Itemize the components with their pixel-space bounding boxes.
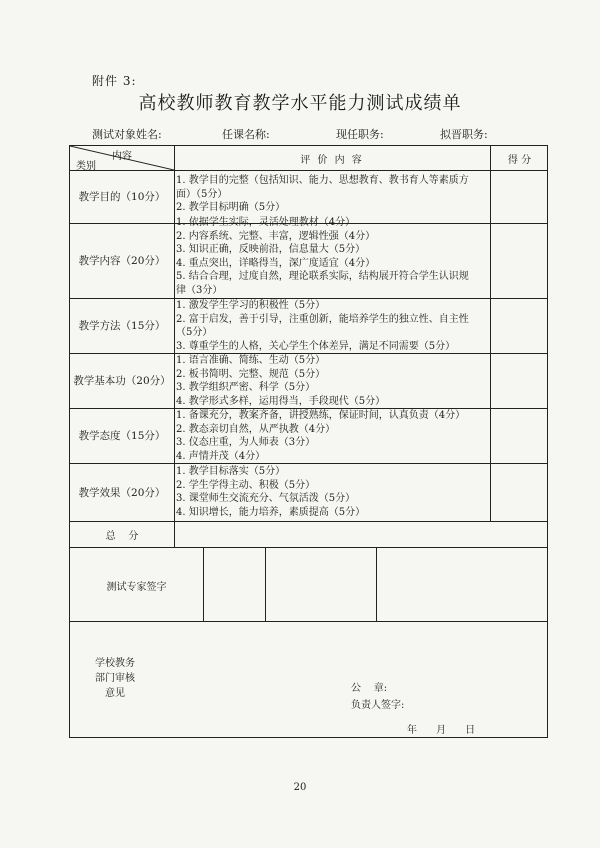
category-label: 教学目的（10分） (78, 191, 166, 203)
document-title: 高校教师教育教学水平能力测试成绩单 (138, 93, 462, 114)
criteria-item: 3. 尊重学生的人格，关心学生个体差异，满足不同需要（5分） (176, 340, 456, 352)
criteria-item: 律（3分） (176, 284, 223, 296)
criteria-list (176, 216, 488, 297)
dept-label-line: 部门审核 (95, 673, 135, 684)
criteria-item: 5. 结合合理，过度自然，理论联系实际，结构展开符合学生认识规 (176, 271, 469, 282)
criteria-item: 3. 仪态庄重，为人师表（3分） (176, 437, 316, 448)
annex-label: 附件 3: (92, 74, 137, 88)
criteria-item: 4. 重点突出，详略得当，深广度适宜（4分） (176, 257, 376, 269)
category-label: 教学态度（15分） (78, 430, 166, 442)
dept-opinion-label (70, 656, 160, 701)
criteria-item: 1. 依据学生实际，灵活处理教材（4分） (176, 217, 356, 228)
col-divider (265, 547, 266, 621)
col-divider (376, 547, 377, 621)
criteria-item: 2. 富于启发，善于引导，注重创新，能培养学生的独立性、自主性 (176, 313, 469, 325)
criteria-list (176, 354, 488, 408)
field-position-label: 现任职务: (336, 128, 384, 141)
field-name-label: 测试对象姓名: (92, 128, 162, 141)
corner-content-label: 内容 (112, 151, 132, 162)
criteria-item: 1. 激发学生学习的积极性（5分） (176, 300, 326, 311)
criteria-item: 2. 板书简明、完整、规范（5分） (176, 368, 326, 380)
criteria-item: 4. 声情并茂（4分） (176, 450, 266, 462)
dept-label-line: 意见 (105, 688, 125, 699)
criteria-list (176, 409, 488, 463)
row-divider (70, 621, 547, 622)
criteria-list (176, 299, 488, 353)
row-divider (70, 547, 547, 548)
date-label: 年 月 日 (407, 725, 476, 736)
criteria-item: 1. 语言准确、简练、生动（5分） (176, 355, 326, 366)
criteria-item: 2. 教态亲切自然，从严执教（4分） (176, 423, 336, 435)
criteria-item: 2. 学生学得主动、积极（5分） (176, 479, 316, 491)
leader-sign-label: 负责人签字: (351, 700, 405, 711)
criteria-item: 1. 教学目标落实（5分） (176, 466, 286, 477)
score-header: 得 分 (507, 155, 532, 166)
category-label: 教学方法（15分） (78, 320, 166, 332)
criteria-item: 2. 教学目标明确（5分） (176, 202, 286, 213)
dept-label-line: 学校教务 (95, 658, 135, 669)
criteria-item: 3. 知识正确，反映前沿，信息量大（5分） (176, 244, 366, 255)
criteria-item: 1. 教学目的完整（包括知识、能力、思想教育、教书育人等素质方 (176, 175, 469, 186)
total-label: 总 分 (105, 531, 139, 542)
col-divider (174, 146, 175, 547)
criteria-header: 评 价 内 容 (300, 155, 364, 166)
criteria-item: 3. 课堂师生交流充分、气氛活泼（5分） (176, 493, 356, 504)
field-course-label: 任课名称: (222, 128, 270, 141)
col-divider (490, 146, 491, 521)
criteria-item: 3. 教学组织严密、科学（5分） (176, 382, 316, 393)
corner-category-label: 类别 (76, 161, 96, 172)
category-label: 教学基本功（20分） (73, 375, 171, 387)
criteria-item: 4. 教学形式多样，运用得当，手段现代（5分） (176, 395, 386, 407)
criteria-item: 2. 内容系统、完整、丰富，逻辑性强（4分） (176, 230, 376, 242)
score-table (69, 145, 548, 738)
field-proposed-label: 拟晋职务: (440, 128, 488, 141)
seal-label: 公 章: (351, 683, 388, 694)
criteria-item: （5分） (176, 327, 213, 338)
criteria-list (176, 465, 488, 519)
expert-sign-label: 测试专家签字 (106, 582, 167, 593)
row-divider (70, 521, 547, 522)
page-number: 20 (293, 782, 307, 793)
criteria-item: 1. 备课充分，教案齐备，讲授熟练，保证时间，认真负责（4分） (176, 410, 466, 421)
category-label: 教学内容（20分） (78, 255, 166, 267)
col-divider (203, 547, 204, 621)
category-label: 教学效果（20分） (78, 486, 166, 499)
criteria-item: 4. 知识增长，能力培养，素质提高（5分） (176, 506, 366, 518)
criteria-list (176, 174, 488, 215)
criteria-item: 面）（5分） (176, 188, 228, 200)
